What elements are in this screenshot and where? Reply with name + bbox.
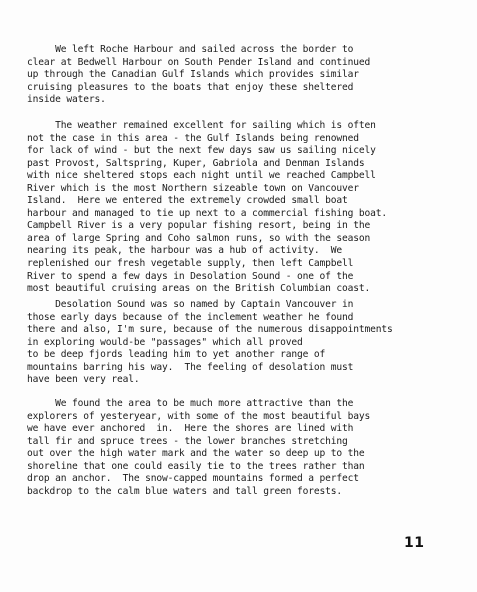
text-line: harbour and managed to tie up next to a commercial fishing boat. [27, 207, 388, 219]
text-line: up through the Canadian Gulf Islands which provides similar [27, 69, 359, 81]
page-number: 11 [404, 535, 425, 551]
text-line: shoreline that one could easily tie to the trees rather than [27, 460, 365, 472]
text-line: Campbell River is a very popular fishing resort, being in the [27, 220, 371, 232]
text-line: most beautiful cruising areas on the British Columbian coast. [27, 283, 371, 295]
text-line: River to spend a few days in Desolation Sound - one of the [27, 270, 354, 282]
text-line: we have ever anchored in. Here the shores are lined with [27, 423, 354, 435]
text-line: cruising pleasures to the boats that enjoy these sheltered [27, 81, 354, 93]
text-line: replenished our fresh vegetable supply, then left Campbell [27, 258, 354, 270]
text-line: to be deep fjords leading him to yet another range of [27, 349, 326, 361]
text-line: drop an anchor. The snow-capped mountains formed a perfect [27, 473, 359, 485]
text-line: clear at Bedwell Harbour on South Pender Island and continued [27, 56, 371, 68]
text-line: those early days because of the inclement weather he found [27, 311, 354, 323]
text-line: have been very real. [27, 374, 140, 386]
text-line: tall fir and spruce trees - the lower branches stretching [27, 435, 348, 447]
text-line: River which is the most Northern sizeable town on Vancouver [27, 182, 359, 194]
text-line: inside waters. [27, 94, 106, 106]
text-line: there and also, I'm sure, because of the numerous disappointments [27, 324, 393, 336]
paragraph-weather [27, 120, 387, 296]
text-line: We left Roche Harbour and sailed across the border to [27, 44, 354, 55]
paragraph-desolation-sound [27, 299, 393, 387]
text-line: out over the high water mark and the water so deep up to the [27, 448, 365, 460]
text-line: Desolation Sound was so named by Captain Vancouver in [27, 299, 354, 310]
text-line: past Provost, Saltspring, Kuper, Gabriola and Denman Islands [27, 157, 365, 169]
text-line: not the case in this area - the Gulf Islands being renowned [27, 132, 359, 144]
text-line: mountains barring his way. The feeling of desolation must [27, 361, 354, 373]
paragraph-attractive-area [27, 398, 370, 498]
text-line: nearing its peak, the harbour was a hub of activity. We [27, 245, 343, 257]
text-line: The weather remained excellent for sailing which is often [27, 120, 376, 131]
text-line: for lack of wind - but the next few days saw us sailing nicely [27, 145, 376, 157]
text-line: area of large Spring and Coho salmon runs, so with the season [27, 232, 371, 244]
text-line: backdrop to the calm blue waters and tall green forests. [27, 485, 343, 497]
text-line: We found the area to be much more attractive than the [27, 398, 354, 409]
text-line: in exploring would-be "passages" which all proved [27, 336, 303, 348]
text-line: with nice sheltered stops each night until we reached Campbell [27, 170, 376, 182]
text-line: explorers of yesteryear, with some of the most beautiful bays [27, 410, 371, 422]
paragraph-roche-harbour [27, 44, 370, 107]
text-line: Island. Here we entered the extremely crowded small boat [27, 195, 348, 207]
